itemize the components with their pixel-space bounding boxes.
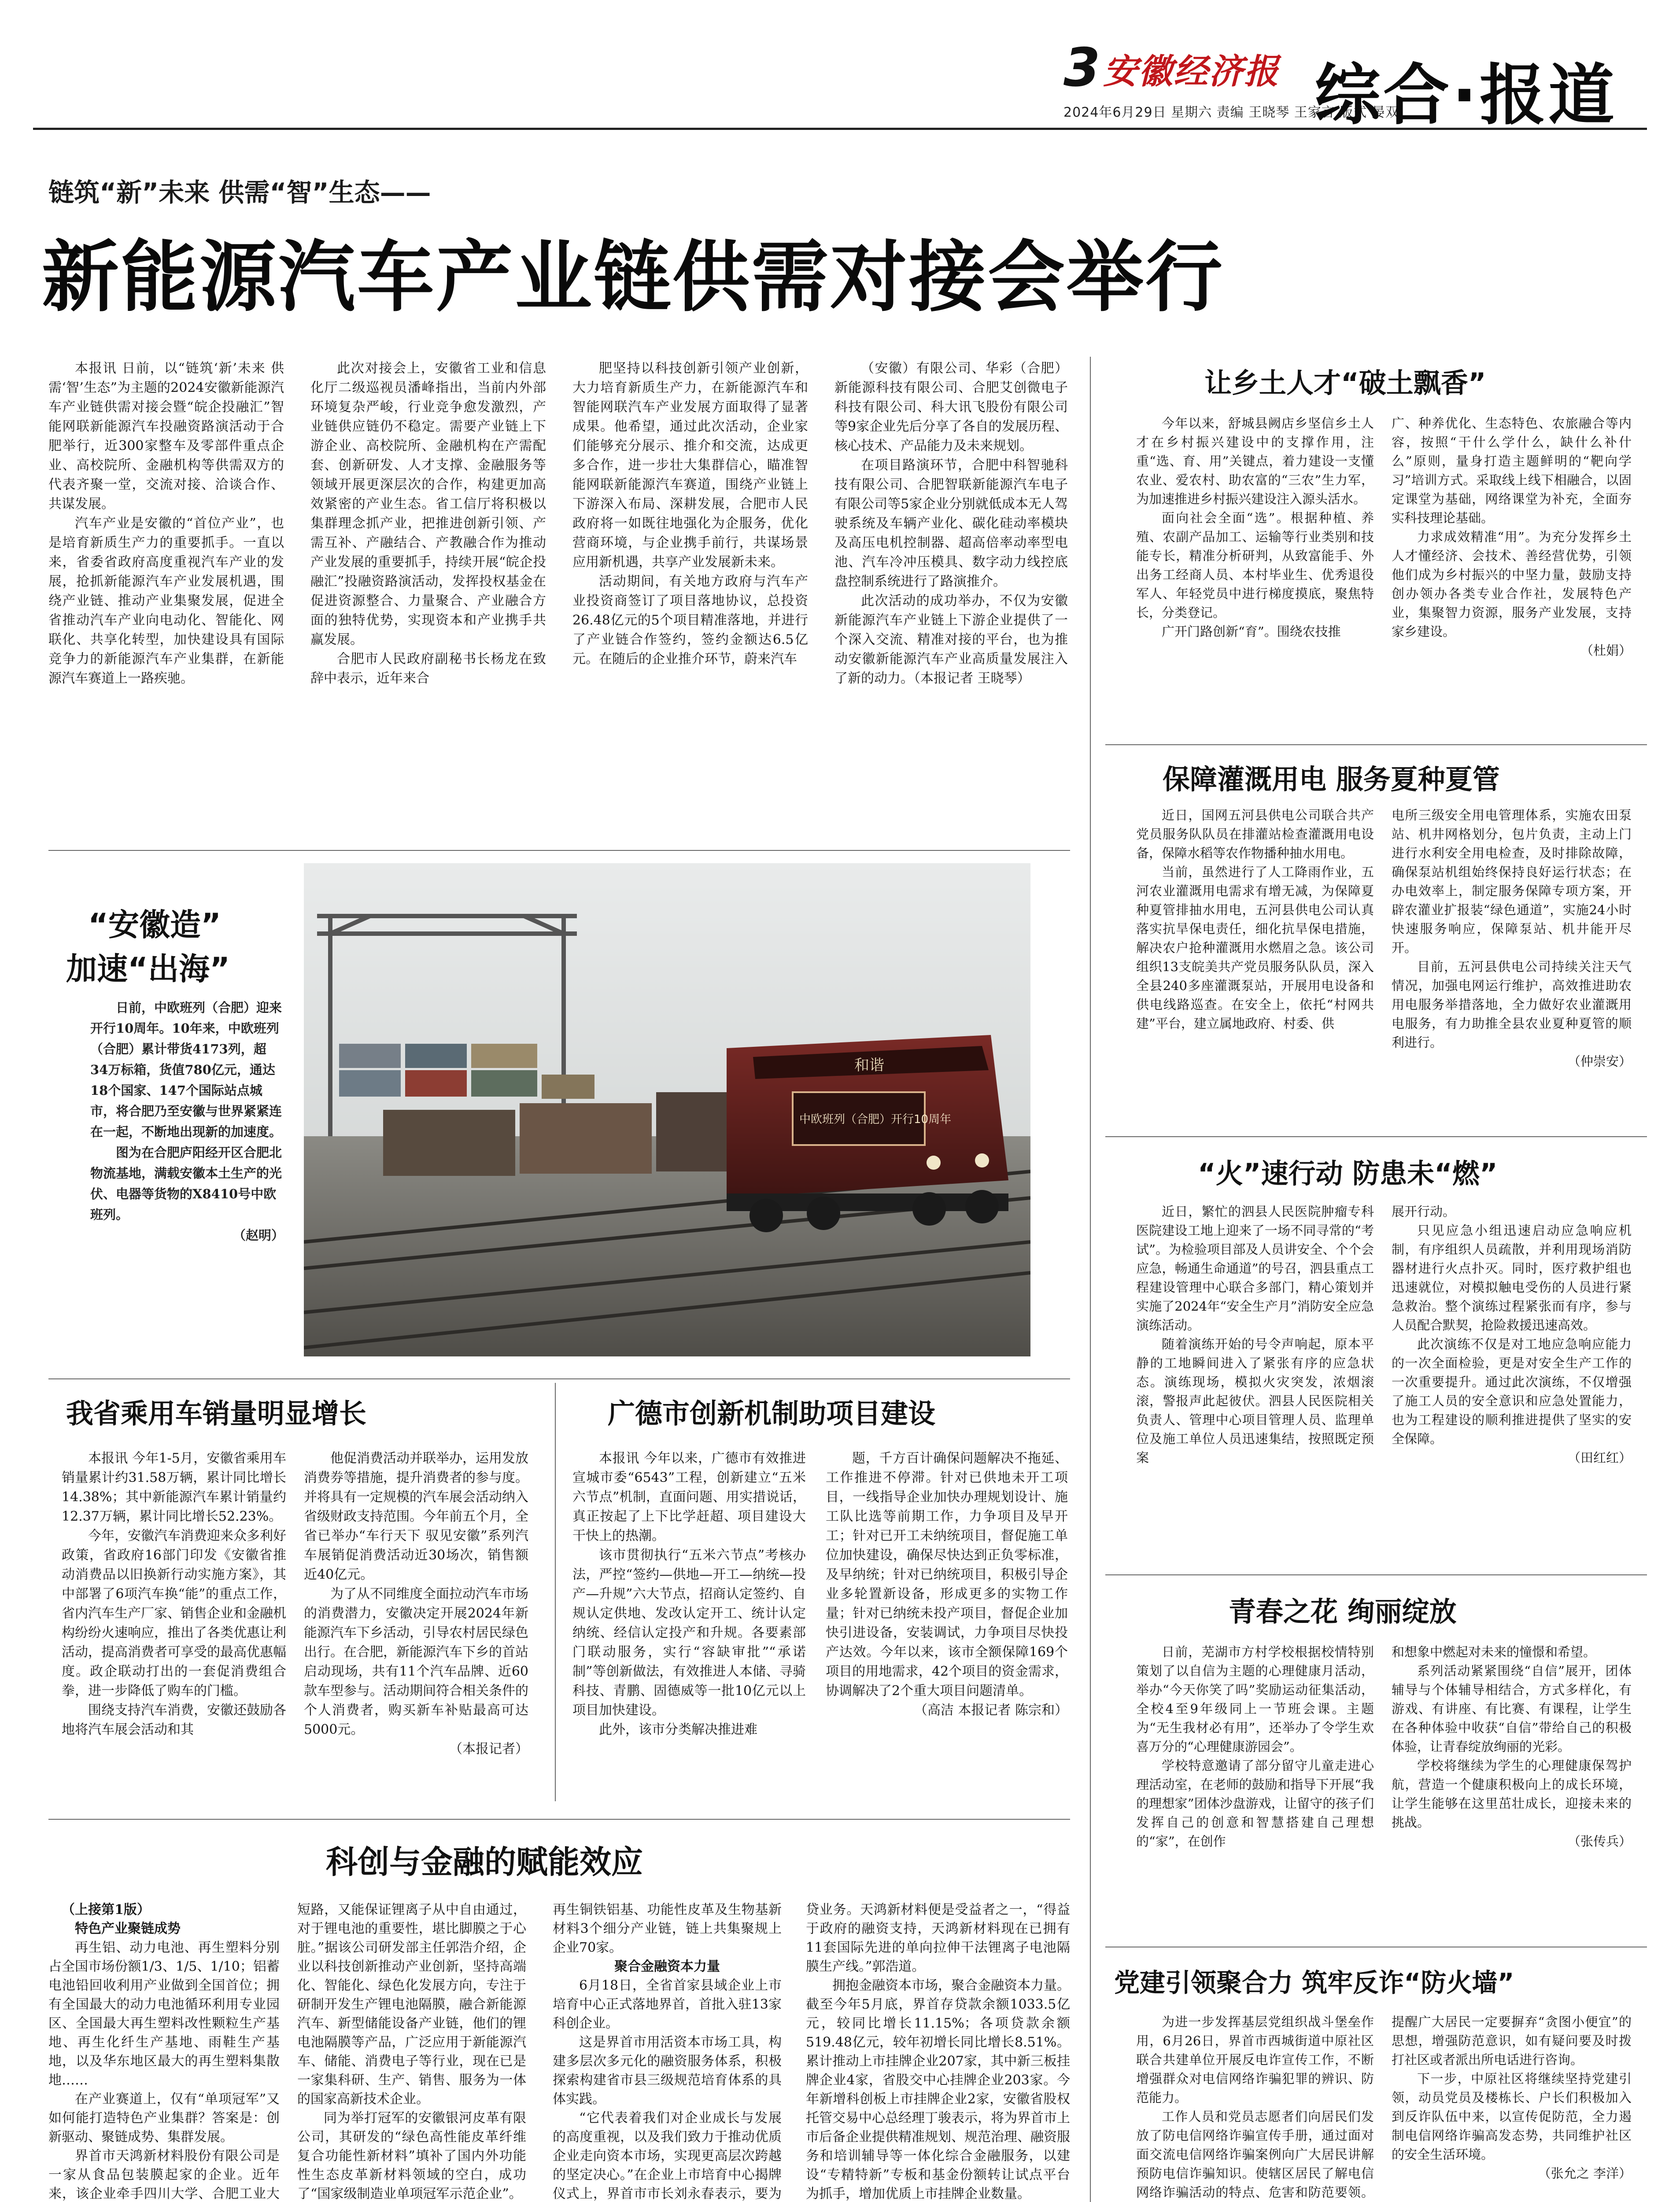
- fire-column-2: [1392, 1202, 1632, 1467]
- finance-paragraph: 再生铝、动力电池、再生塑料分别占全国市场份额1/3、1/5、1/10；铝蓄电池铅回收利用产业做到全国首位；拥有全国最大的动力电池循环利用专业园区、全国最大再生塑料改性颗粒生产基地、再生化纤生产基地、雨鞋生产基地，以及华东地区最大的再生塑料集散地……: [48, 1940, 280, 2088]
- photo-caption: [90, 998, 284, 1246]
- irrigation-title: 保障灌溉用电 服务夏种夏管: [1163, 763, 1500, 795]
- talent-paragraph: 广开门路创新“育”。围绕农技推: [1162, 624, 1341, 639]
- train-plate: 中欧班列（合肥）开行10周年: [799, 1113, 952, 1126]
- finance-paragraph: 在产业赛道上，仅有“单项冠军”又如何能打造特色产业集群？答案是：创新驱动、聚链成势、集群发展。: [48, 2091, 280, 2145]
- finance-paragraph: “它代表着我们对企业成长与发展的高度重视，以及我们致力于推动优质企业走向资本市场，实现更高层次跨越的坚定决心。”在企业上市培育中心揭牌仪式上，界首市市长刘永春表示，要为: [553, 2110, 782, 2202]
- talent-paragraph: 面向社会全面“选”。根据种植、养殖、农副产品加工、运输等行业类别和技能专长，精准分析研判，从致富能手、外出务工经商人员、本村毕业生、优秀退役军人、年轻党员中进行梯度摸底，聚焦特长，分类登记。: [1136, 510, 1374, 620]
- youth-title: 青春之花 绚丽绽放: [1229, 1596, 1457, 1628]
- lead-headline: 新能源汽车产业链供需对接会举行: [42, 233, 1224, 322]
- lead-paragraph: 此次活动的成功举办，不仅为安徽新能源汽车产业链上下游企业提供了一个深入交流、精准对接的平台，也为推动安徽新能源汽车产业高质量发展注入了新的动力。（本报记者 王晓琴）: [834, 593, 1068, 686]
- talent-byline: （杜娟）: [1580, 643, 1632, 658]
- finance-column-1: [48, 1900, 280, 2202]
- guangde-paragraph: 此外，该市分类解决推进难: [599, 1722, 757, 1737]
- section-title: 综合·报道: [1314, 57, 1617, 134]
- youth-column-2: [1392, 1643, 1632, 1851]
- finance-paragraph: 拥抱金融资本市场，聚合金融资本力量。截至今年5月底，界首存贷款余额1033.5亿元，较同比增长11.15%；各项贷款余额519.48亿元，较年初增长同比增长8.51%。累计推动上市挂牌企业207家，其中新三板挂牌企业4家，省股交中心挂牌企业203家。今年新增科创板上市挂牌企业2家，安徽省股权托管交易中心总经理丁骏表示，将为界首市上市后备企业提供精准规划、规范治理、融资服务和培训辅导等一体化综合金融服务，以建设“专精特新”专板和基金份额转让试点平台为抓手，增加优质上市挂牌企业数量。: [806, 1978, 1070, 2202]
- car-sales-paragraph: 他促消费活动并联举办，运用发放消费券等措施，提升消费者的参与度。并将具有一定规模的汽车展会活动纳入省级财政支持范围。今年前五个月，全省已举办“车行天下 驭见安徽”系列汽车展销促消费活动近30场次，销售额近40亿元。: [304, 1451, 528, 1582]
- section-rule: [1105, 744, 1647, 745]
- train-logo: 和谐: [854, 1057, 884, 1074]
- talent-column-1: [1136, 414, 1374, 641]
- photo-caption-text: 日前，中欧班列（合肥）迎来开行10周年。10年来，中欧班列（合肥）累计带货4173列，超34万标箱，货值780亿元，通达18个国家、147个国际站点城市，将合肥乃至安徽与世界紧紧连在一起，不断地出现新的加速度。: [90, 1000, 282, 1139]
- talent-paragraph: 广、种养优化、生态特色、农旅融合等内容，按照“干什么学什么，缺什么补什么”原则，量身打造主题鲜明的“靶向学习”培训方式。采取线上线下相融合，以固定课堂为基础，网络课堂为补充，全面夯实科技理论基础。: [1392, 416, 1632, 525]
- section-rule: [48, 1819, 1070, 1820]
- irrigation-byline: （仲崇安）: [1567, 1054, 1632, 1069]
- fire-paragraph: 此次演练不仅是对工地应急响应能力的一次全面检验，更是对安全生产工作的一次重要提升。通过此次演练，不仅增强了施工人员的安全意识和应急处置能力，也为工程建设的顺利推进提供了坚实的安全保障。: [1392, 1337, 1632, 1446]
- car-sales-column-1: [62, 1449, 286, 1740]
- photo-caption-title-line: 加速“出海”: [66, 951, 230, 987]
- lead-paragraph: 本报讯 日前，以“链筑‘新’未来 供需‘智’生态”为主题的2024安徽新能源汽车产业链供需对接会暨“皖企投融汇”智能网联新能源汽车投融资路演活动于合肥举行，近300家整车及零部件重点企业、高校院所、金融机构等供需双方的代表齐聚一堂，交流对接、洽谈合作、共谋发展。: [48, 361, 284, 512]
- youth-byline: （张传兵）: [1567, 1834, 1632, 1849]
- news-photo: [304, 863, 1030, 1356]
- youth-paragraph: 学校将继续为学生的心理健康保驾护航，营造一个健康积极向上的成长环境，让学生能够在这里茁壮成长，迎接未来的挑战。: [1392, 1758, 1632, 1830]
- finance-continued: （上接第1版）: [62, 1902, 150, 1918]
- lead-kicker: 链筑“新”未来 供需“智”生态——: [48, 177, 431, 207]
- lead-column-2: [310, 359, 546, 688]
- party-paragraph: 下一步，中原社区将继续坚持党建引领，动员党员及楼栋长、户长们积极加入到反诈队伍中来，以宣传促防范，全力遏制电信网络诈骗高发态势，共同维护社区的安全生活环境。: [1392, 2071, 1632, 2162]
- party-paragraph: 为进一步发挥基层党组织战斗堡垒作用，6月26日，界首市西城街道中原社区联合共建单位开展反电诈宣传工作，不断增强群众对电信网络诈骗犯罪的辨识、防范能力。: [1136, 2014, 1374, 2105]
- car-sales-paragraph: 围绕支持汽车消费，安徽还鼓励各地将汽车展会活动和其: [62, 1703, 286, 1737]
- youth-column-1: [1136, 1643, 1374, 1851]
- party-column-2: [1392, 2013, 1632, 2183]
- youth-paragraph: 和想象中燃起对未来的憧憬和希望。: [1392, 1644, 1596, 1659]
- fire-paragraph: 展开行动。: [1392, 1204, 1456, 1219]
- fire-paragraph: 近日，繁忙的泗县人民医院肿瘤专科医院建设工地上迎来了一场不同寻常的“考试”。为检验项目部及人员讲安全、个个会应急，畅通生命通道”的号召，泗县重点工程建设管理中心联合多部门，精心策划并实施了2024年“安全生产月”消防安全应急演练活动。: [1136, 1204, 1374, 1333]
- column-divider: [1090, 357, 1091, 2202]
- car-sales-paragraph: 为了从不同维度全面拉动汽车市场的消费潜力，安徽决定开展2024年新能源汽车下乡活动，引导农村居民绿色出行。在合肥，新能源汽车下乡的首站启动现场，共有11个汽车品牌、近60款车型参与。活动期间符合相关条件的个人消费者，购买新车补贴最高可达5000元。: [304, 1586, 528, 1737]
- finance-column-4: [806, 1900, 1070, 2202]
- guangde-paragraph: 该市贯彻执行“五米六节点”考核办法，严控“签约—供地—开工—纳统—投产—升规”六大节点，招商认定签约、自规认定供地、发改认定开工、统计认定纳统、经信认定投产和升规。各要素部门联动服务，实行“容缺审批”“承诺制”等创新做法，有效推进人本储、寻骑科技、青鹏、固德威等一批10亿元以上项目加快建设。: [572, 1548, 806, 1718]
- lead-paragraph: 在项目路演环节，合肥中科智驰科技有限公司、合肥智联新能源汽车电子有限公司等5家企业分别就低成本无人驾驶系统及车辆产业化、碳化硅动率模块及高压电机控制器、超高倍率动率型电池、汽车冷冲压模具、数字动力线控底盘控制系统进行了路演推介。: [834, 458, 1068, 589]
- issue-info: 2024年6月29日 星期六 责编 王晓琴 王家言 版式 晏双: [1063, 105, 1399, 120]
- irrigation-paragraph: 电所三级安全用电管理体系，实施农田泵站、机井网格划分，包片负责，主动上门进行水利安全用电检查，及时排除故障，确保泵站机组始终保持良好运行状态；在办电效率上，制定服务保障专项方案，开辟农灌业扩报装“绿色通道”，实施24小时快速服务响应，保障泵站、机井能开尽开。: [1392, 808, 1632, 955]
- car-sales-column-2: [304, 1449, 528, 1759]
- photo-caption-text: 图为在合肥庐阳经开区合肥北物流基地，满载安徽本土生产的光伏、电器等货物的X8410号中欧班列。: [90, 1145, 282, 1222]
- car-sales-paragraph: 今年，安徽汽车消费迎来众多利好政策，省政府16部门印发《安徽省推动消费品以旧换新行动实施方案》，其中部署了6项汽车换“能”的重点工作，省内汽车生产厂家、销售企业和金融机构纷纷火速响应，推出了各类优惠让利活动，提高消费者可享受的最高优惠幅度。政企联动打出的一套促消费组合拳，进一步降低了购车的门槛。: [62, 1528, 286, 1699]
- finance-subhead: 聚合金融资本力量: [614, 1959, 720, 1974]
- guangde-paragraph: 本报讯 今年以来，广德市有效推进宣城市委“6543”工程，创新建立“五米六节点”机制，直面问题、用实措说话，真正按起了上下比学赶超、项目建设大干快上的热潮。: [572, 1451, 806, 1544]
- finance-subhead: 特色产业聚链成势: [75, 1921, 181, 1936]
- youth-paragraph: 日前，芜湖市方村学校根据校情特别策划了以自信为主题的心理健康月活动，举办“今天你笑了吗”奖励运动征集活动，全校4至9年级同上一节班会课。主题为“无生我材必有用”，还举办了令学生欢喜万分的“心理健康游园会”。: [1136, 1644, 1374, 1754]
- irrigation-paragraph: 目前，五河县供电公司持续关注天气情况，加强电网运行维护，高效推进助农用电服务举措落地，全力做好农业灌溉用电服务，有力助推全县农业夏种夏管的顺利进行。: [1392, 959, 1632, 1050]
- guangde-byline: （高洁 本报记者 陈宗和）: [914, 1703, 1068, 1718]
- talent-title: 让乡土人才“破土飘香”: [1204, 367, 1486, 399]
- lead-paragraph: 活动期间，有关地方政府与汽车产业投资商签订了项目落地协议，总投资26.48亿元的5个项目精准落地，并进行了产业链合作签约，签约金额达6.5亿元。在随后的企业推介环节，蔚来汽车: [572, 574, 808, 667]
- guangde-paragraph: 题，千方百计确保问题解决不拖延、工作推进不停滞。针对已供地未开工项目，一线指导企业加快办理规划设计、施工队比选等前期工作，力争项目及早开工；针对已开工未纳统项目，督促施工单位加快建设，确保尽快达到正负零标准，及早纳统；针对已纳统项目，积极引导企业多轮置新设备，形成更多的实物工作量；针对已纳统未投产项目，督促企业加快引进设备，安装调试，力争项目尽快投产达效。今年以来，该市全额保障169个项目的用地需求，42个项目的资金需求，协调解决了2个重大项目问题清单。: [826, 1451, 1068, 1699]
- lead-column-3: [572, 359, 808, 669]
- section-rule: [1105, 1574, 1647, 1575]
- lead-paragraph: （安徽）有限公司、华彩（合肥）新能源科技有限公司、合肥艾创微电子科技有限公司、科大讯飞股份有限公司等9家企业先后分享了各自的发展历程、核心技术、产品能力及未来规划。: [834, 361, 1068, 454]
- lead-column-1: [48, 359, 284, 688]
- page-number: 3: [1063, 37, 1100, 99]
- party-title: 党建引领聚合力 筑牢反诈“防火墙”: [1114, 1968, 1514, 1998]
- finance-paragraph: 这是界首市用活资本市场工具，构建多层次多元化的融资服务体系，积极探索构建省市县三级规范培育体系的具体实践。: [553, 2035, 782, 2107]
- lead-paragraph: 此次对接会上，安徽省工业和信息化厅二级巡视员潘峰指出，当前内外部环境复杂严峻，行业竞争愈发激烈，产业链供应链仍不稳定。需要产业链上下游企业、高校院所、金融机构在产需配套、创新研发、人才支撑、金融服务等领域开展更深层次的合作，构建更加高效紧密的产业生态。省工信厅将积极以集群理念抓产业，把推进创新引领、产需互补、产融结合、产教融合作为推动产业发展的重要抓手，持续开展“皖企投融汇”投融资路演活动，发挥投权基金在促进资源整合、力量聚合、产业融合方面的独特优势，实现资本和产业携手共赢发展。: [310, 361, 546, 647]
- finance-paragraph: 短路，又能保证锂离子从中自由通过，对于锂电池的重要性，堪比脚膜之于心脏。”据该公司研发部主任郭浩介绍，企业以科技创新推动产业创新，坚持高端化、智能化、绿色化发展方向，专注于研制开发生产锂电池隔膜，融合新能源汽车、新型储能设备产业链，他们的锂电池隔膜等产品，广泛应用于新能源汽车、储能、消费电子等行业，现在已是一家集科研、生产、销售、服务为一体的国家高新技术企业。: [297, 1902, 526, 2107]
- irrigation-column-2: [1392, 806, 1632, 1071]
- finance-paragraph: 贷业务。天鸿新材料便是受益者之一，“得益于政府的融资支持，天鸿新材料现在已拥有11套国际先进的单向拉伸干法锂离子电池隔膜生产线。”郭浩道。: [806, 1902, 1070, 1974]
- party-paragraph: 提醒广大居民一定要摒弃“贪图小便宜”的思想，增强防范意识，如有疑问要及时拨打社区或者派出所电话进行咨询。: [1392, 2014, 1632, 2067]
- paper-name: 安徽经济报: [1103, 52, 1280, 92]
- guangde-column-2: [826, 1449, 1068, 1720]
- column-divider: [555, 1383, 556, 1801]
- finance-column-3: [553, 1900, 782, 2202]
- lead-column-4: [834, 359, 1068, 688]
- talent-paragraph: 今年以来，舒城县阙店乡坚信乡土人才在乡村振兴建设中的支撑作用，注重“选、育、用”关键点，着力建设一支懂农业、爱农村、助农富的“三农”生力军，为加速推进乡村振兴建设注入源头活水。: [1136, 416, 1374, 506]
- irrigation-paragraph: 近日，国网五河县供电公司联合共产党员服务队队员在排灌站检查灌溉用电设备，保障水稻等农作物播种抽水用电。: [1136, 808, 1374, 861]
- finance-title: 科创与金融的赋能效应: [326, 1844, 643, 1881]
- section-rule: [48, 1378, 1070, 1379]
- finance-paragraph: 同为举打冠军的安徽银河皮革有限公司，其研发的“绿色高性能皮革纤维复合功能性新材料”填补了国内外功能性生态皮革新材料领域的空白，成功了“国家级制造业单项冠军示范企业”。: [297, 2110, 526, 2202]
- fire-byline: （田红红）: [1567, 1450, 1632, 1465]
- irrigation-paragraph: 当前，虽然进行了人工降雨作业，五河农业灌溉用电需求有增无减，为保障夏种夏管排抽水用电，五河县供电公司认真落实抗旱保电责任，细化抗旱保电措施，解决农户抢种灌溉用水燃眉之急。该公司组织13支皖美共产党员服务队队员，深入全县240多座灌溉泵站，开展用电设备和供电线路巡查。在安全上，依托“村网共建”平台，建立属地政府、村委、供: [1136, 865, 1374, 1031]
- section-rule: [1105, 1136, 1647, 1137]
- masthead-rule: [33, 128, 1647, 130]
- finance-paragraph: 界首市天鸿新材料股份有限公司是一家从食品包装膜起家的企业。近年来，该企业牵手四川大学、合肥工业大: [48, 2148, 280, 2202]
- youth-paragraph: 学校特意邀请了部分留守儿童走进心理活动室，在老师的鼓励和指导下开展“我的理想家”团体沙盘游戏，让留守的孩子们发挥自己的创意和智慧搭建自己理想的“家”，在创作: [1136, 1758, 1374, 1849]
- lead-paragraph: 合肥市人民政府副秘书长杨龙在致辞中表示，近年来合: [310, 651, 546, 686]
- car-sales-paragraph: 本报讯 今年1-5月，安徽省乘用车销量累计约31.58万辆，累计同比增长14.38%；其中新能源汽车累计销量约12.37万辆，累计同比增长52.23%。: [62, 1451, 286, 1524]
- talent-paragraph: 力求成效精准“用”。为充分发挥乡土人才懂经济、会技术、善经营优势，引领他们成为乡村振兴的中坚力量，鼓励支持创办领办各类专业合作社，发展特色产业，集聚智力资源，服务产业发展，支持家乡建设。: [1392, 529, 1632, 639]
- finance-column-2: [297, 1900, 526, 2202]
- car-sales-title: 我省乘用车销量明显增长: [66, 1397, 367, 1430]
- fire-column-1: [1136, 1202, 1374, 1467]
- irrigation-column-1: [1136, 806, 1374, 1033]
- fire-paragraph: 随着演练开始的号令声响起，原本平静的工地瞬间进入了紧张有序的应急状态。演练现场，模拟火灾突发，浓烟滚滚，警报声此起彼伏。泗县人民医院相关负责人、管理中心项目管理人员、监理单位及施工单位人员迅速集结，按照既定预案: [1136, 1337, 1374, 1465]
- lead-paragraph: 汽车产业是安徽的“首位产业”，也是培育新质生产力的重要抓手。一直以来，省委省政府高度重视汽车产业的发展，抢抓新能源汽车产业发展机遇，围绕产业链、推动产业集聚发展，促进全省推动汽车产业向电动化、智能化、网联化、共享化转型，加快建设具有国际竞争力的新能源汽车产业集群，在新能源汽车赛道上一路疾驰。: [48, 516, 284, 686]
- fire-title: “火”速行动 防患未“燃”: [1198, 1157, 1498, 1190]
- youth-paragraph: 系列活动紧紧围绕“自信”展开，团体辅导与个体辅导相结合，方式多样化，有游戏、有讲座、有比赛、有课程，让学生在各种体验中收获“自信”带给自己的积极体验，让青春绽放绚丽的光彩。: [1392, 1663, 1632, 1754]
- lead-paragraph: 肥坚持以科技创新引领产业创新，大力培育新质生产力，在新能源汽车和智能网联汽车产业发展方面取得了显著成果。他希望，通过此次活动，企业家们能够充分展示、推介和交流，达成更多合作，进一步壮大集群信心，瞄准智能网联新能源汽车赛道，围绕产业链上下游深入布局、深耕发展，合肥市人民政府将一如既往地强化为企服务，优化营商环境，与企业携手前行，共谋场景应用新机遇，共享产业发展新未来。: [572, 361, 808, 570]
- photo-caption-title-line: “安徽造”: [88, 907, 222, 943]
- finance-paragraph: 6月18日，全省首家县域企业上市培育中心正式落地界首，首批入驻13家科创企业。: [553, 1978, 782, 2031]
- photo-caption-title: [66, 903, 230, 991]
- car-sales-byline: （本报记者）: [449, 1741, 528, 1757]
- photo-credit: （赵明）: [233, 1228, 284, 1243]
- guangde-column-1: [572, 1449, 806, 1740]
- party-paragraph: 工作人员和党员志愿者们向居民们发放了防电信网络诈骗宣传手册，通过面对面交流电信网络诈骗案例向广大居民讲解预防电信诈骗知识。使辖区居民了解电信网络诈骗活动的特点、危害和防范要领。: [1136, 2109, 1374, 2200]
- guangde-title: 广德市创新机制助项目建设: [608, 1397, 936, 1430]
- party-byline: （张允之 李洋）: [1538, 2166, 1632, 2181]
- talent-column-2: [1392, 414, 1632, 660]
- fire-paragraph: 只见应急小组迅速启动应急响应机制，有序组织人员疏散，并利用现场消防器材进行火点扑灭。同时，医疗救护组也迅速就位，对模拟触电受伤的人员进行紧急救治。整个演练过程紧张而有序，参与人员配合默契，抢险救援迅速高效。: [1392, 1223, 1632, 1333]
- party-column-1: [1136, 2013, 1374, 2202]
- photo-top-rule: [48, 850, 1070, 851]
- finance-paragraph: 再生铜铁铝基、功能性皮革及生物基新材料3个细分产业链，链上共集聚规上企业70家。: [553, 1902, 782, 1955]
- train-illustration: [304, 863, 1030, 1356]
